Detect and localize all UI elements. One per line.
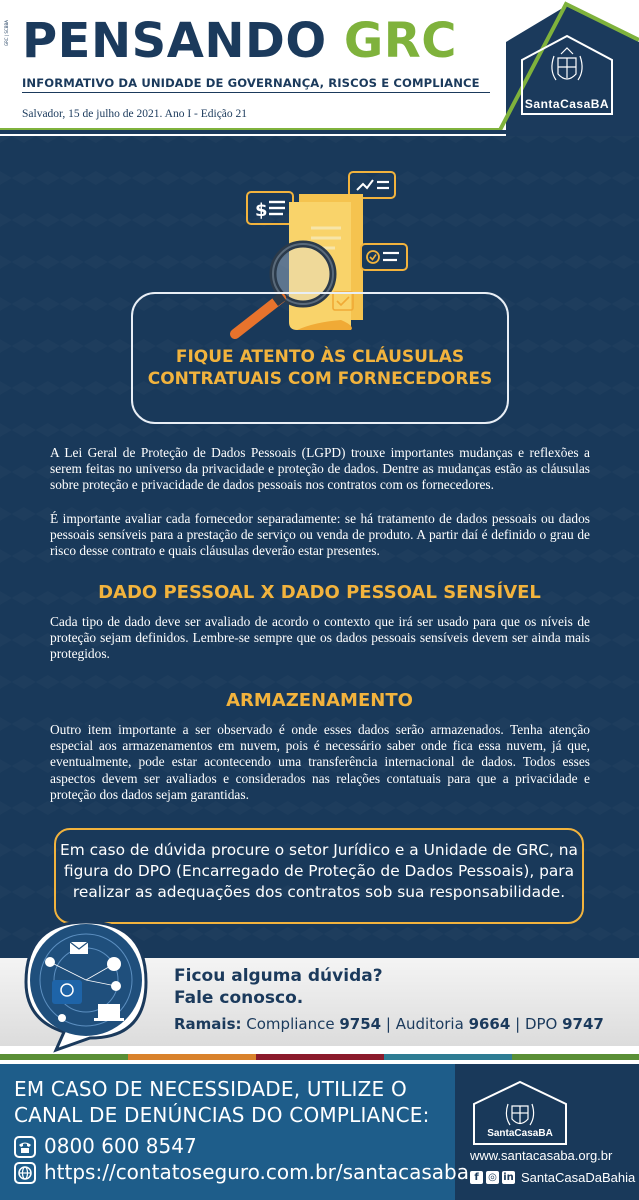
facebook-icon[interactable]: f xyxy=(470,1171,483,1184)
stripe-green xyxy=(0,1054,128,1060)
footer-heading-line1: EM CASO DE NECESSIDADE, UTILIZE O xyxy=(14,1077,407,1101)
globe-icon xyxy=(14,1162,36,1184)
dateline: Salvador, 15 de julho de 2021. Ano I - Edição 21 xyxy=(22,108,248,120)
paragraph-fornecedor: É importante avaliar cada fornecedor separadamente: se há tratamento de dados pessoais ou dados pessoais sensíveis para a prestação de serviço ou venda de produto. A partir daí é definido o grau de risco desse contrato e quais cláusulas deverão estar presentes. xyxy=(50,511,590,559)
svg-text:$: $ xyxy=(255,200,268,221)
footer-heading xyxy=(14,1076,430,1128)
heading-dado-pessoal: DADO PESSOAL X DADO PESSOAL SENSÍVEL xyxy=(98,582,541,603)
footer-brand: SantaCasaBA xyxy=(487,1128,553,1139)
ramal-auditoria-ext: 9664 xyxy=(468,1015,511,1033)
stripe-teal xyxy=(384,1054,512,1060)
newsletter-subtitle: INFORMATIVO DA UNIDADE DE GOVERNANÇA, RISCOS E COMPLIANCE xyxy=(22,76,480,90)
callout-title-line2: CONTRATUAIS COM FORNECEDORES xyxy=(147,369,493,389)
subtitle-divider xyxy=(22,92,490,93)
ramais-label: Ramais: xyxy=(174,1015,242,1033)
ramal-separator: | xyxy=(385,1015,391,1033)
header xyxy=(0,0,639,136)
newsletter-title xyxy=(22,14,457,68)
phone-icon xyxy=(14,1136,36,1158)
contact-call: Fale conosco. xyxy=(174,988,304,1008)
ramal-dpo-name: DPO xyxy=(524,1015,558,1033)
ramais-line xyxy=(174,1014,604,1035)
ramal-compliance-ext: 9754 xyxy=(339,1015,382,1033)
contact-channels-illustration xyxy=(16,912,166,1054)
vertical-tag: GRC | SCBBA xyxy=(4,20,9,46)
social-handle[interactable]: SantaCasaDaBahia xyxy=(521,1170,636,1185)
callout-title xyxy=(131,346,509,390)
header-brand: SantaCasaBA xyxy=(524,97,610,111)
title-accent: GRC xyxy=(343,13,457,69)
paragraph-dado-pessoal: Cada tipo de dado deve ser avaliado de acordo o contexto que irá ser usado para que os níveis de proteção sejam definidos. Lembre-se sempre que os dados pessoais sensíveis devem ser ainda mais protegidos. xyxy=(50,614,590,662)
footer-site-link[interactable]: www.santacasaba.org.br xyxy=(470,1148,613,1163)
footer-heading-line2: CANAL DE DENÚNCIAS DO COMPLIANCE: xyxy=(14,1103,430,1127)
footer-phone[interactable]: 0800 600 8547 xyxy=(44,1134,197,1158)
stripe-orange xyxy=(128,1054,256,1060)
title-main: PENSANDO xyxy=(22,13,327,69)
stripe-green-end xyxy=(512,1054,639,1060)
footer-social xyxy=(470,1170,635,1185)
ramal-separator: | xyxy=(515,1015,521,1033)
paragraph-armazenamento: Outro item importante a ser observado é onde esses dados serão armazenados. Tenha atenção especial aos armazenamentos em nuvem, pois é necessário saber onde fica essa nuvem, já que, eventualmente, pode estar acontecendo uma transferência internacional de dados. Todos esses aspectos devem ser avaliados e considerados nas relações contatuais para que a privacidade e proteção dos dados sejam garantidas. xyxy=(50,722,590,802)
linkedin-icon[interactable]: in xyxy=(503,1172,514,1183)
color-stripes xyxy=(0,1054,639,1060)
contact-question: Ficou alguma dúvida? xyxy=(174,966,383,986)
callout-title-line1: FIQUE ATENTO ÀS CLÁUSULAS xyxy=(175,347,465,367)
note-text: Em caso de dúvida procure o setor Jurídico e a Unidade de GRC, na figura do DPO (Encarregado de Proteção de Dados Pessoais), para realizar as adequações dos contratos sob sua responsabilidade. xyxy=(60,841,578,901)
ramal-dpo-ext: 9747 xyxy=(562,1015,604,1033)
ramal-auditoria-name: Auditoria xyxy=(395,1015,464,1033)
instagram-icon[interactable]: ◎ xyxy=(486,1171,499,1184)
stripe-red xyxy=(256,1054,384,1060)
ramal-compliance-name: Compliance xyxy=(246,1015,335,1033)
paragraph-lgpd: A Lei Geral de Proteção de Dados Pessoais (LGPD) trouxe importantes mudanças e reflexões a serem feitas no universo da privacidade e proteção de dados. Dentre as mudanças estão as cláusulas sobre proteção e privacidade de dados pessoais nos contratos com os fornecedores. xyxy=(50,445,590,493)
heading-armazenamento: ARMAZENAMENTO xyxy=(226,690,413,711)
footer-url-link[interactable]: https://contatoseguro.com.br/santacasaba xyxy=(44,1160,469,1184)
